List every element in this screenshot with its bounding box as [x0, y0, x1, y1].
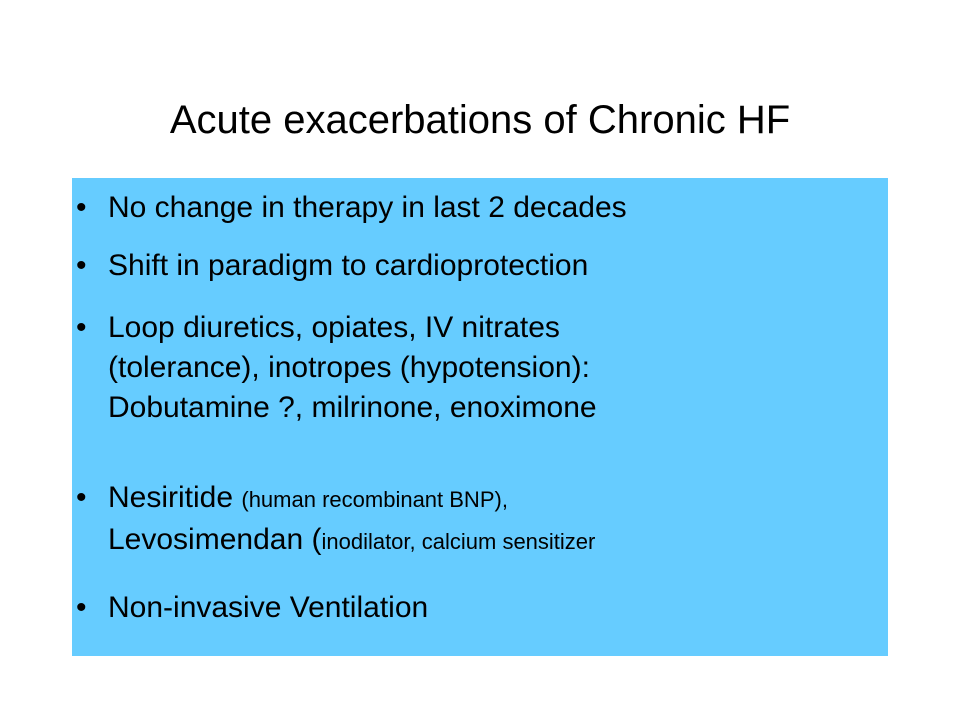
- content-box: [72, 178, 888, 656]
- bullet-dot: •: [76, 481, 87, 514]
- slide-title: Acute exacerbations of Chronic HF: [169, 98, 791, 142]
- bullet-line: (tolerance), inotropes (hypotension):: [108, 351, 590, 384]
- bullet-line: [108, 478, 888, 520]
- bullet-dot: •: [76, 311, 87, 344]
- bullet-line: Non-invasive Ventilation: [108, 591, 429, 624]
- bullet-text: [108, 188, 888, 228]
- bullet-line: Dobutamine ?, milrinone, enoximone: [108, 391, 597, 424]
- drug-name-levosimendan: Levosimendan (: [108, 523, 322, 556]
- bullet-line: Loop diuretics, opiates, IV nitrates: [108, 311, 560, 344]
- bullet-line: No change in therapy in last 2 decades: [108, 191, 627, 224]
- bullet-dot: •: [76, 249, 87, 282]
- bullet-text: [108, 246, 888, 286]
- bullet-dot: •: [76, 591, 87, 624]
- bullet-text: [108, 478, 888, 562]
- drug-note: (human recombinant BNP),: [241, 487, 508, 512]
- bullet-text: [108, 308, 888, 428]
- bullet-line: [108, 520, 888, 562]
- bullet-text: [108, 588, 888, 628]
- drug-name-nesiritide: Nesiritide: [108, 481, 242, 514]
- drug-note: inodilator, calcium sensitizer: [321, 529, 596, 554]
- bullet-dot: •: [76, 191, 87, 224]
- bullet-line: Shift in paradigm to cardioprotection: [108, 249, 589, 282]
